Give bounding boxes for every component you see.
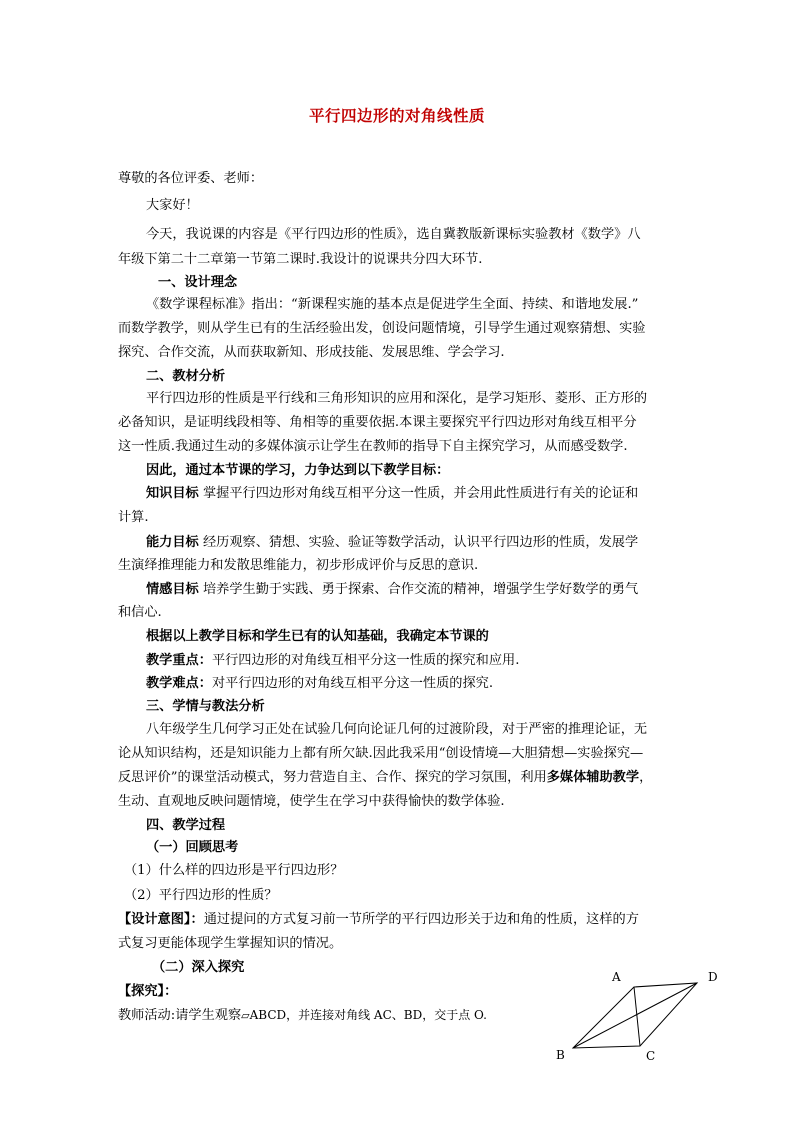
difficulty-line (146, 674, 493, 694)
p3-line-2: 论从知识结构，还是知识能力上都有所欠缺.因此我采用“创设情境—大胆猜想—实验探究— (118, 746, 644, 761)
p1-line-1: 《数学课程标准》指出：“新课程实施的基本点是促进学生全面、持续、和谐地发展.” (146, 297, 639, 312)
key-point-label: 教学重点： (146, 653, 212, 668)
difficulty-text: 对平行四边形的对角线互相平分这一性质的探究. (211, 676, 494, 691)
design-intent-line-2: 式复习更能体现学生掌握知识的情况。 (118, 936, 343, 951)
knowledge-goal-text: 掌握平行四边形对角线互相平分这一性质，并会用此性质进行有关的论证和 (198, 486, 639, 501)
vertex-label-c: C (646, 1049, 656, 1063)
section-heading-2: 二、教材分析 (146, 369, 226, 384)
hello: 大家好！ (146, 198, 199, 213)
parallelogram-symbol: ▱ (241, 1009, 250, 1022)
section-heading-3: 三、学情与教法分析 (146, 699, 265, 714)
parallelogram-diagram (550, 965, 730, 1065)
emotion-goal-line-1 (146, 580, 638, 600)
section-heading-1: 一、设计理念 (158, 275, 238, 290)
vertex-label-b: B (556, 1048, 565, 1062)
p2-line-1: 平行四边形的性质是平行线和三角形知识的应用和深化，是学习矩形、菱形、正方形的 (146, 391, 648, 406)
design-intent-text: 通过提问的方式复习前一节所学的平行四边形关于边和角的性质，这样的方 (203, 912, 639, 927)
p3-multimedia-emphasis: 多媒体辅助教学 (546, 770, 640, 785)
ability-goal-line-1 (146, 533, 638, 553)
vertex-label-d: D (708, 970, 718, 984)
emotion-goal-label: 情感目标 (146, 582, 199, 597)
key-point-text: 平行四边形的对角线互相平分这一性质的探究和应用. (211, 653, 520, 668)
knowledge-goal-line-2: 计算. (118, 510, 149, 525)
knowledge-goal-label: 知识目标 (146, 486, 199, 501)
intro-line-1: 今天，我说课的内容是《平行四边形的性质》，选自冀教版新课标实验教材《数学》八 (146, 227, 641, 242)
emotion-goal-line-2: 和信心. (118, 605, 162, 620)
design-intent-label: 【设计意图】： (118, 912, 204, 927)
difficulty-label: 教学难点： (146, 676, 212, 691)
p3-line-4: 生动、直观地反映问题情境，使学生在学习中获得愉快的数学体验. (118, 794, 505, 809)
emotion-goal-text: 培养学生勤于实践、勇于探索、合作交流的精神，增强学生学好数学的勇气 (198, 582, 639, 597)
p1-line-2: 而数学教学，则从学生已有的生活经验出发，创设问题情境，引导学生通过观察猜想、实验 (118, 321, 646, 336)
explore-label: 【探究】： (118, 984, 178, 999)
teacher-activity (118, 1005, 487, 1026)
p2-line-2: 必备知识，是证明线段相等、角相等的重要依据.本课主要探究平行四边形对角线互相平分 (118, 415, 637, 430)
p1-line-3: 探究、合作交流，从而获取新知、形成技能、发展思维、学会学习. (118, 345, 505, 360)
p3-line-3 (118, 768, 652, 788)
teacher-activity-text: 教师活动:请学生观察 (118, 1008, 242, 1023)
ability-goal-line-2: 生演绎推理能力和发散思维能力，初步形成评价与反思的意识. (118, 558, 479, 573)
goal-lead: 因此，通过本节课的学习，力争达到以下教学目标： (146, 463, 450, 478)
p3-line-3-tail: ， (639, 770, 653, 785)
teacher-activity-tail: ABCD，并连接对角线 AC、BD，交于点 O. (249, 1008, 487, 1022)
knowledge-goal-line-1 (146, 484, 638, 504)
greeting: 尊敬的各位评委、老师： (118, 171, 264, 186)
subsection-review: （一）回顾思考 (146, 840, 239, 855)
key-point-line (146, 651, 519, 671)
p2-line-3: 这一性质.我通过生动的多媒体演示让学生在教师的指导下自主探究学习，从而感受数学. (118, 439, 628, 454)
question-2: （2）平行四边形的性质？ (124, 888, 278, 903)
p3-line-3-text: 反思评价”的课堂活动模式，努力营造自主、合作、探究的学习氛围，利用 (118, 770, 547, 785)
diagonal-ac (634, 987, 640, 1046)
p3-line-1: 八年级学生几何学习正处在试验几何向论证几何的过渡阶段，对于严密的推理论证，无 (146, 722, 648, 737)
ability-goal-text: 经历观察、猜想、实验、验证等数学活动，认识平行四边形的性质，发展学 (198, 535, 639, 550)
design-intent-line-1 (118, 910, 639, 930)
section-heading-4: 四、教学过程 (146, 818, 226, 833)
intro-line-2: 年级下第二十二章第一节第二课时.我设计的说课共分四大环节. (118, 252, 483, 267)
subsection-explore: （二）深入探究 (152, 960, 245, 975)
question-1: （1）什么样的四边形是平行四边形？ (124, 863, 344, 878)
vertex-label-a: A (612, 970, 621, 984)
ability-goal-label: 能力目标 (146, 535, 199, 550)
basis-statement: 根据以上教学目标和学生已有的认知基础，我确定本节课的 (146, 629, 489, 644)
document-title: 平行四边形的对角线性质 (308, 106, 485, 125)
